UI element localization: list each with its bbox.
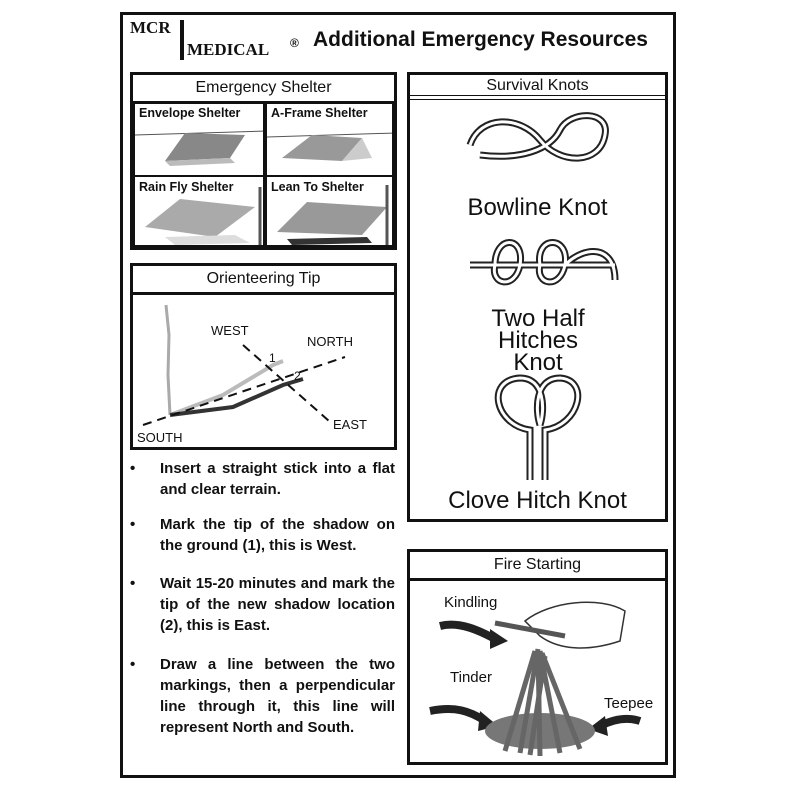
- label-tinder: Tinder: [450, 669, 492, 686]
- cell-label: Envelope Shelter: [139, 106, 241, 120]
- label-2: 2: [294, 369, 301, 383]
- logo-bar: [180, 20, 184, 60]
- panel-title: Emergency Shelter: [133, 75, 394, 104]
- page-title: Additional Emergency Resources: [313, 28, 648, 51]
- logo-medical: MEDICAL: [187, 40, 270, 59]
- label-south: SOUTH: [137, 430, 183, 445]
- bullet-text: Insert a straight stick into a flat and clear terrain.: [160, 460, 395, 498]
- bullet-dot: •: [130, 575, 136, 592]
- stick: [166, 305, 170, 415]
- bullet-dot: •: [130, 460, 136, 477]
- label-north: NORTH: [307, 334, 353, 349]
- label-west: WEST: [211, 323, 249, 338]
- panel-title: Fire Starting: [410, 552, 665, 581]
- north-south-line: [143, 357, 345, 425]
- two-half-hitches-illustration: [465, 225, 625, 300]
- bullet-dot: •: [130, 656, 136, 673]
- label-teepee: Teepee: [604, 695, 654, 712]
- knot-label-two-half-hitches: Two Half Hitches Knot: [491, 305, 585, 376]
- knot-label-bowline: Bowline Knot: [467, 194, 608, 221]
- bullet-text: Wait 15-20 minutes and mark the tip of the new shadow location (2), this is East.: [160, 575, 395, 634]
- knot-label-clove-hitch: Clove Hitch Knot: [448, 487, 627, 514]
- label-east: EAST: [333, 417, 367, 432]
- bullet-dot: •: [130, 516, 136, 533]
- orienteering-panel: [130, 263, 397, 450]
- cell-label: Lean To Shelter: [271, 180, 364, 194]
- logo-registered: ®: [290, 36, 299, 50]
- label-1: 1: [269, 351, 276, 365]
- bowline-knot-illustration: [460, 105, 620, 175]
- logo-mcr: MCR: [130, 18, 171, 37]
- bullet-text: Mark the tip of the shadow on the ground (1), this is West.: [160, 516, 395, 554]
- bullet-text: Draw a line between the two markings, then a perpendicular line through it, this line will represent North and South.: [160, 656, 395, 736]
- panel-title: Orienteering Tip: [133, 266, 394, 295]
- label-kindling: Kindling: [444, 594, 498, 611]
- panel-title: Survival Knots: [410, 75, 665, 96]
- hand: [525, 602, 625, 648]
- cell-label: Rain Fly Shelter: [139, 180, 234, 194]
- logo: [130, 18, 310, 62]
- arrow-kindling: [440, 625, 495, 639]
- fire-starting-panel: [407, 549, 668, 765]
- arrow-tinder: [430, 709, 485, 721]
- shelter-envelope: [133, 101, 265, 177]
- emergency-shelter-panel: [130, 72, 397, 250]
- shelter-a-frame: [265, 101, 394, 177]
- clove-hitch-illustration: [485, 370, 595, 485]
- survival-knots-panel: [407, 72, 668, 522]
- shelter-lean-to: [265, 175, 394, 247]
- shelter-rain-fly: [133, 175, 265, 247]
- double-rule: [410, 96, 665, 100]
- cell-label: A-Frame Shelter: [271, 106, 368, 120]
